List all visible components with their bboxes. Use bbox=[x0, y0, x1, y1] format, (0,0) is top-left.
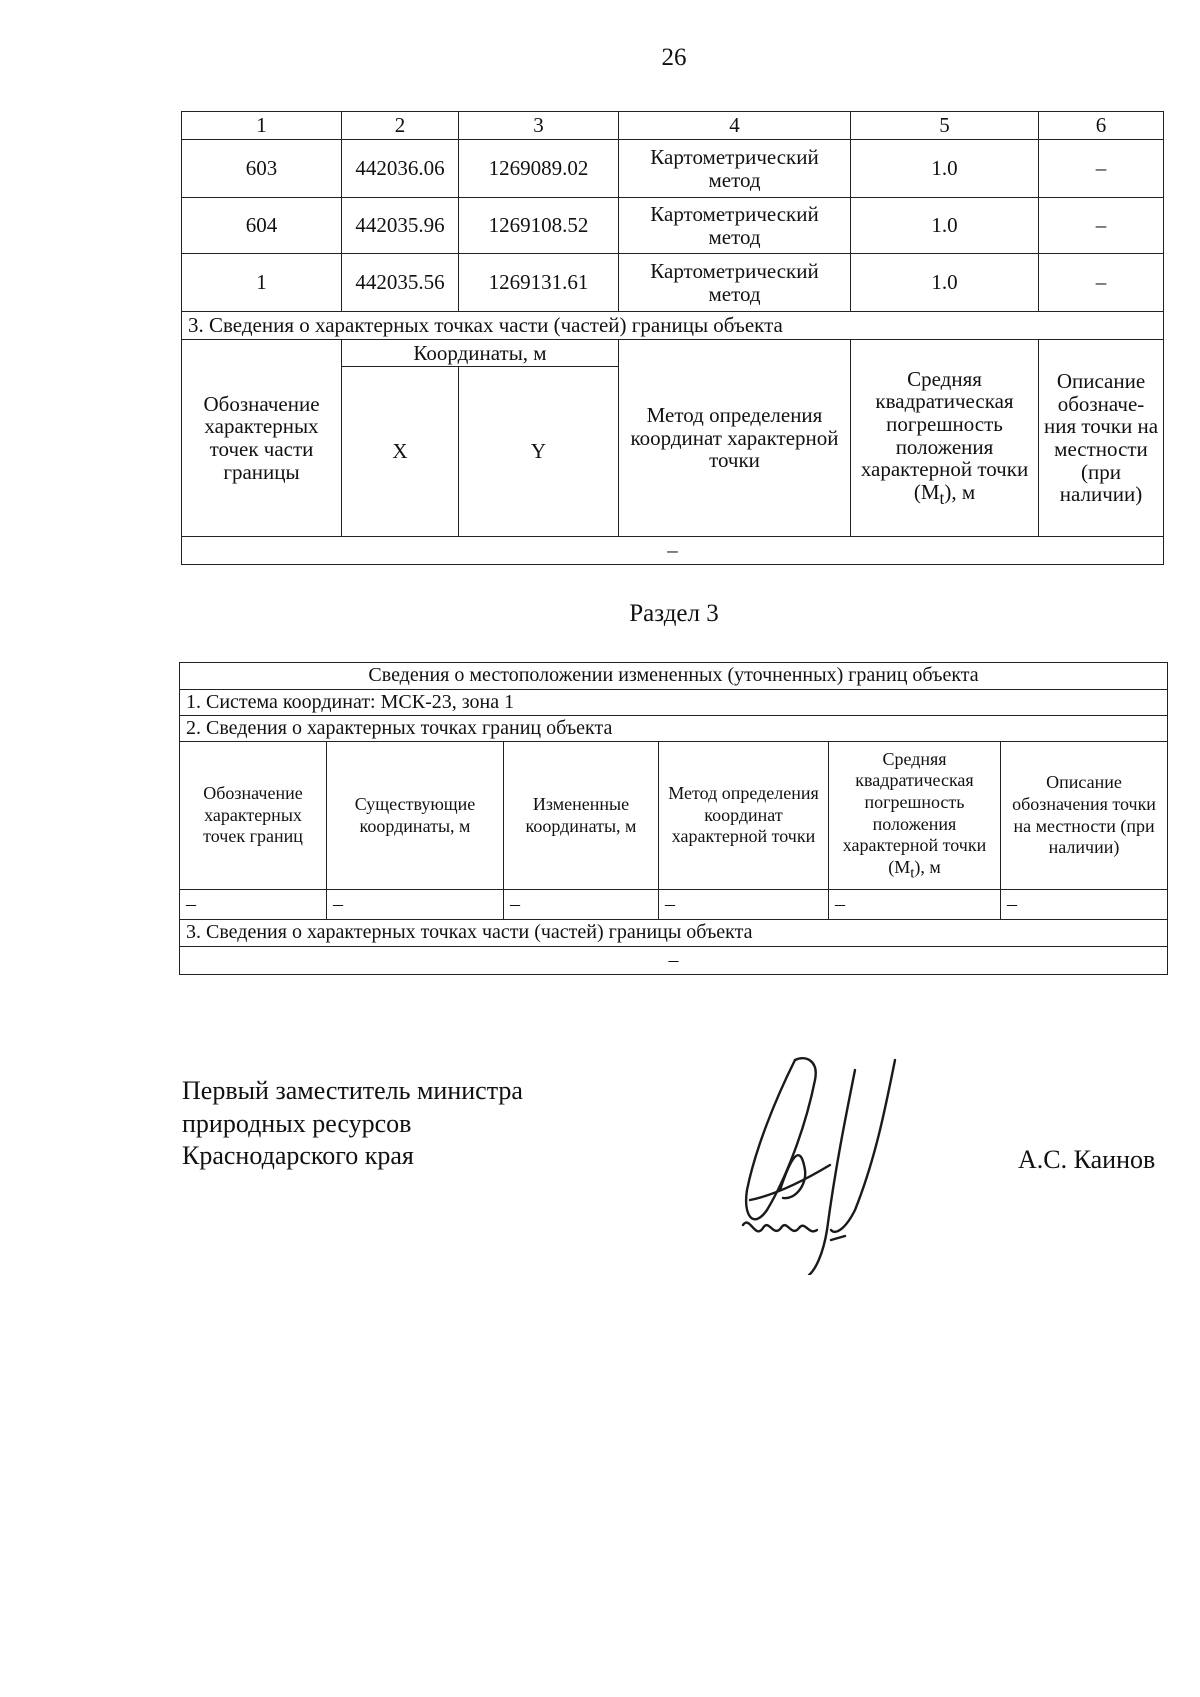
coord-y: 1269108.52 bbox=[459, 198, 619, 254]
accuracy-value: 1.0 bbox=[851, 198, 1039, 254]
method-header: Метод определения координат характерной точки bbox=[659, 742, 829, 890]
x-header: X bbox=[342, 367, 459, 537]
column-number: 6 bbox=[1039, 112, 1164, 140]
accuracy-header: Средняя квадратическая погрешность положения характерной точки $(M_t)$, м bbox=[851, 340, 1039, 537]
empty-row bbox=[182, 537, 1164, 565]
section3-title: 3. Сведения о характерных точках части (частей) границы объекта bbox=[180, 920, 1168, 947]
table-title: Сведения о местоположении измененных (уточненных) границ объекта bbox=[180, 663, 1168, 690]
column-number: 4 bbox=[619, 112, 851, 140]
description-header: Описание обозначе- ния точки на местности (при наличии) bbox=[1039, 340, 1164, 537]
accuracy-header: Средняя квадратическая погрешность положения характерной точки $(M_t)$, м bbox=[829, 742, 1001, 890]
accuracy-value: 1.0 bbox=[851, 140, 1039, 198]
boundary-points-table bbox=[181, 111, 1164, 565]
method-line1: Картометрический bbox=[650, 258, 819, 283]
method-line1: Картометрический bbox=[650, 144, 819, 169]
point-designation-header: Обозначение характерных точек границ bbox=[180, 742, 327, 890]
description-header: Описание обозначения точки на местности (при наличии) bbox=[1001, 742, 1168, 890]
coord-x: 442035.56 bbox=[342, 254, 459, 312]
empty-value: – bbox=[180, 947, 1168, 975]
column-number-row bbox=[182, 112, 1164, 140]
header-row bbox=[180, 742, 1168, 890]
coord-x: 442036.06 bbox=[342, 140, 459, 198]
method-line1: Картометрический bbox=[650, 201, 819, 226]
method-cell bbox=[619, 254, 851, 312]
header-row bbox=[182, 340, 1164, 367]
empty-cell: – bbox=[829, 890, 1001, 920]
empty-value: – bbox=[182, 537, 1164, 565]
coord-system-row bbox=[180, 690, 1168, 716]
section-title: Раздел 3 bbox=[629, 600, 719, 627]
signer-title-line: природных ресурсов bbox=[182, 1108, 412, 1138]
points-title-row bbox=[180, 716, 1168, 742]
table-row bbox=[182, 140, 1164, 198]
table-row bbox=[182, 254, 1164, 312]
method-line2: метод bbox=[708, 167, 761, 192]
description-value: – bbox=[1039, 140, 1164, 198]
changed-boundaries-table bbox=[179, 662, 1168, 975]
description-value: – bbox=[1039, 198, 1164, 254]
column-number: 5 bbox=[851, 112, 1039, 140]
method-line2: метод bbox=[708, 281, 761, 306]
empty-row bbox=[180, 890, 1168, 920]
point-id: 1 bbox=[182, 254, 342, 312]
handwritten-signature bbox=[735, 1040, 915, 1275]
empty-cell: – bbox=[1001, 890, 1168, 920]
description-value: – bbox=[1039, 254, 1164, 312]
points-title: 2. Сведения о характерных точках границ объекта bbox=[180, 716, 1168, 742]
page-number: 26 bbox=[661, 44, 687, 71]
existing-coords-header: Существующие координаты, м bbox=[327, 742, 504, 890]
empty-cell: – bbox=[659, 890, 829, 920]
coord-y: 1269131.61 bbox=[459, 254, 619, 312]
coordinates-header: Координаты, м bbox=[342, 340, 619, 367]
method-header: Метод определения координат характерной точки bbox=[619, 340, 851, 537]
signer-title-line: Первый заместитель министра bbox=[182, 1076, 523, 1105]
coord-system: 1. Система координат: МСК-23, зона 1 bbox=[180, 690, 1168, 716]
table-row bbox=[182, 198, 1164, 254]
empty-cell: – bbox=[180, 890, 327, 920]
section3-title: 3. Сведения о характерных точках части (частей) границы объекта bbox=[182, 312, 1164, 340]
column-number: 1 bbox=[182, 112, 342, 140]
method-cell bbox=[619, 198, 851, 254]
point-id: 604 bbox=[182, 198, 342, 254]
signer-title bbox=[182, 1075, 523, 1173]
section-heading-row bbox=[182, 312, 1164, 340]
empty-row bbox=[180, 947, 1168, 975]
method-cell bbox=[619, 140, 851, 198]
changed-coords-header: Измененные координаты, м bbox=[504, 742, 659, 890]
section-heading-row bbox=[180, 920, 1168, 947]
signer-title-line: Краснодарского края bbox=[182, 1141, 414, 1170]
table-title-row bbox=[180, 663, 1168, 690]
column-number: 2 bbox=[342, 112, 459, 140]
column-number: 3 bbox=[459, 112, 619, 140]
point-id: 603 bbox=[182, 140, 342, 198]
coord-x: 442035.96 bbox=[342, 198, 459, 254]
coord-y: 1269089.02 bbox=[459, 140, 619, 198]
y-header: Y bbox=[459, 367, 619, 537]
point-designation-header: Обозначение характерных точек части границы bbox=[182, 340, 342, 537]
accuracy-value: 1.0 bbox=[851, 254, 1039, 312]
method-line2: метод bbox=[708, 224, 761, 249]
signer-name: А.С. Каинов bbox=[1018, 1145, 1156, 1174]
empty-cell: – bbox=[327, 890, 504, 920]
empty-cell: – bbox=[504, 890, 659, 920]
